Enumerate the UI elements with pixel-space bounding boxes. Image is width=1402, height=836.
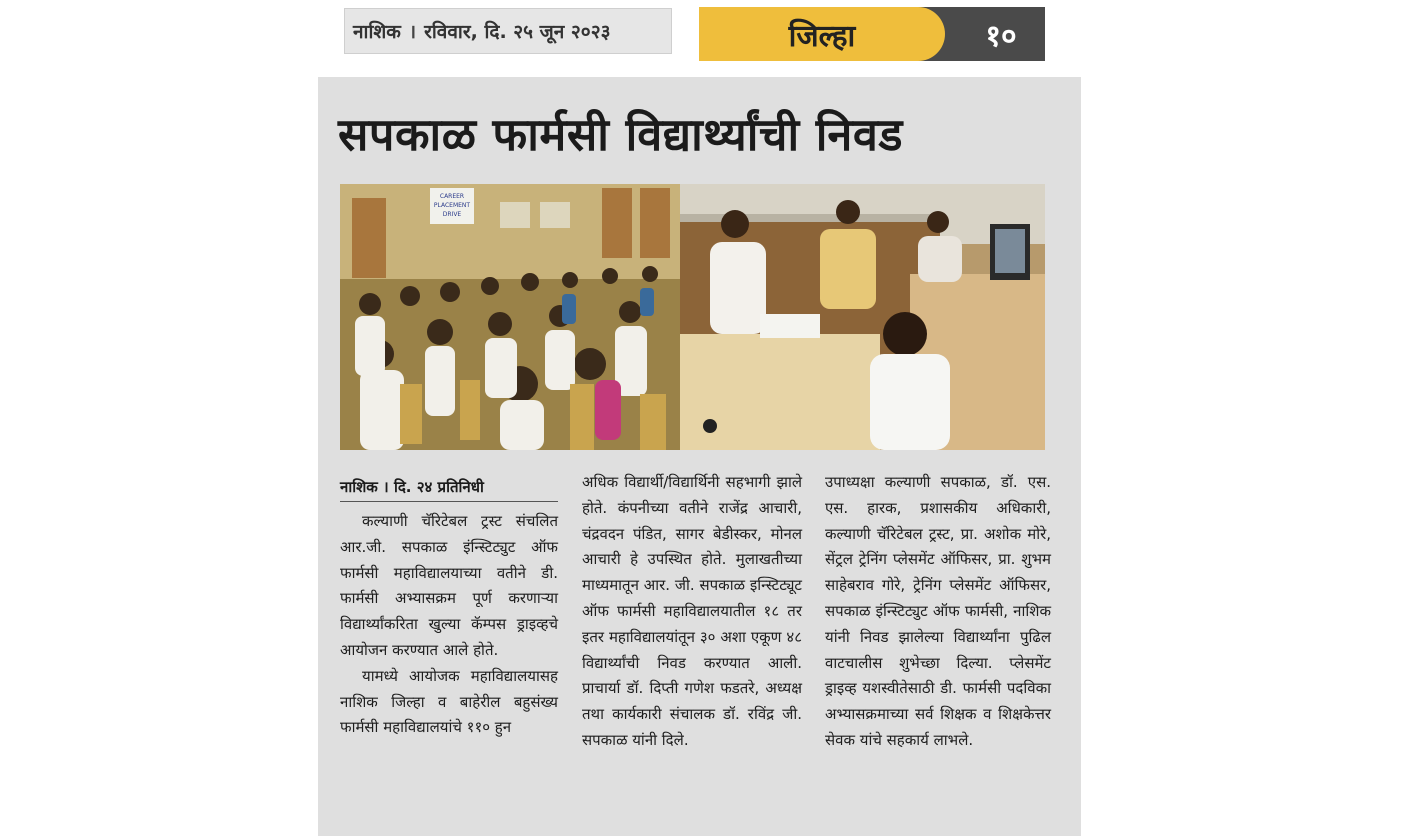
section-header (699, 7, 1045, 61)
dateline-strip (344, 8, 672, 54)
section-label: जिल्हा (699, 7, 945, 61)
article-column-3 (825, 470, 1051, 754)
article-photos (340, 184, 1045, 450)
placement-drive-audience-photo (340, 184, 680, 450)
article-byline: नाशिक । दि. २४ प्रतिनिधी (340, 477, 558, 502)
column-2-paragraph-1: अधिक विद्यार्थी/विद्यार्थिनी सहभागी झाले होते. कंपनीच्या वतीने राजेंद्र आचारी, चंद्रवदन पंडित, सागर बेडीस्कर, मोनल आचारी हे उपस्थित होते. मुलाखतीच्या माध्यमातून आर. जी. सपकाळ इन्स्टिट्यूट ऑफ फार्मसी महाविद्यालयातील १८ तर इतर महाविद्यालयांतून ३० अशा एकूण ४८ विद्यार्थ्यांची निवड करण्यात आली. प्राचार्या डॉ. दिप्ती गणेश फडतरे, अध्यक्ष तथा कार्यकारी संचालक डॉ. रविंद्र जी. सपकाळ यांनी दिले. (582, 473, 802, 749)
article-column-2 (582, 470, 802, 754)
page-number: १० (985, 18, 1017, 54)
banner-text-3: DRIVE (442, 211, 462, 218)
column-1-paragraph-2: यामध्ये आयोजक महाविद्यालयासह नाशिक जिल्हा व बाहेरील बहुसंख्य फार्मसी महाविद्यालयांचे ११० हुन (340, 666, 558, 737)
dateline-city: नाशिक (353, 21, 401, 43)
column-1-paragraph-1: कल्याणी चॅरिटेबल ट्रस्ट संचलित आर.जी. सपकाळ इंन्स्टिट्युट ऑफ फार्मसी महाविद्यालयाच्या वतीने डी. फार्मसी अभ्यासक्रम पूर्ण करणाऱ्या विद्यार्थ्यांकरिता खुल्या कॅम्पस ड्राइव्हचे आयोजन करण्यात आले होते. (340, 512, 558, 659)
banner-text-1: CAREER (439, 193, 465, 200)
interview-panel-photo (680, 184, 1045, 450)
column-3-paragraph-1: उपाध्यक्षा कल्याणी सपकाळ, डॉ. एस. एस. हारक, प्रशासकीय अधिकारी, कल्याणी चॅरिटेबल ट्रस्ट, प्रा. अशोक मोरे, सेंट्रल ट्रेनिंग प्लेसमेंट ऑफिसर, प्रा. शुभम साहेबराव गोरे, ट्रेनिंग प्लेसमेंट ऑफिसर, सपकाळ इंन्स्टिट्युट ऑफ फार्मसी, नाशिक यांनी निवड झालेल्या विद्यार्थ्यांना पुढिल वाटचालीस शुभेच्छा दिल्या. प्लेसमेंट ड्राइव्ह यशस्वीतेसाठी डी. फार्मसी पदविका अभ्यासक्रमाच्या सर्व शिक्षक व शिक्षकेत्तर सेवक यांचे सहकार्य लाभले. (825, 473, 1051, 749)
dateline-separator: । (408, 21, 417, 43)
dateline-date: रविवार, दि. २५ जून २०२३ (424, 21, 611, 43)
news-clipping (318, 77, 1081, 836)
article-column-1 (340, 509, 558, 741)
banner-text-2: PLACEMENT (433, 202, 471, 209)
article-headline: सपकाळ फार्मसी विद्यार्थ्यांची निवड (338, 108, 903, 161)
